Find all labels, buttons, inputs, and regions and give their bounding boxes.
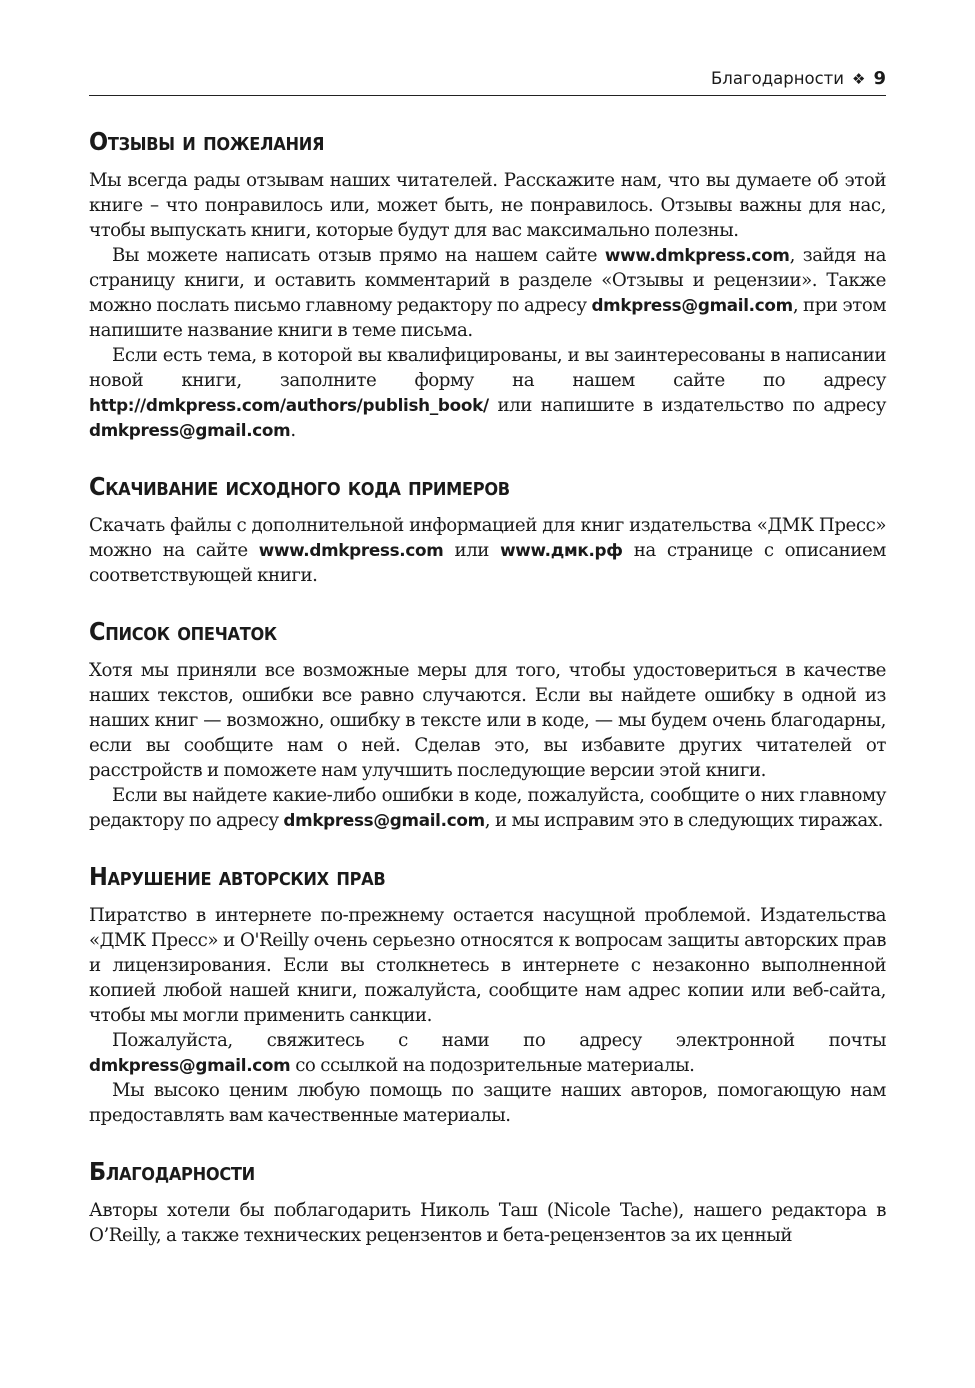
text-run: Мы высоко ценим любую помощь по защите наших авторов, помогающую нам предоставлять вам качественные материалы. — [89, 1080, 886, 1126]
page-number: 9 — [873, 68, 886, 89]
bold-reference: www.дмк.рф — [500, 540, 623, 560]
section-heading: Список опечаток — [89, 617, 277, 646]
section-heading: Отзывы и пожелания — [89, 127, 325, 156]
text-run: Если вы найдете какие-либо ошибки в коде, пожалуйста, сообщите о них главному редактору по адресу — [89, 785, 886, 831]
text-run: , при этом напишите название книги в теме письма. — [89, 295, 887, 341]
section-heading: Скачивание исходного кода примеров — [89, 472, 510, 501]
bold-reference: dmkpress@gmail.com — [89, 420, 291, 440]
section — [89, 124, 886, 443]
text-run: , зайдя на страницу книги, и оставить комментарий в разделе «Отзывы и рецензии». Также можно послать письмо главному редактору по адресу — [89, 245, 886, 316]
paragraph — [89, 343, 886, 443]
paragraph — [89, 168, 886, 243]
paragraph — [89, 243, 886, 343]
section — [89, 859, 886, 1128]
text-run: . — [290, 420, 296, 441]
text-run: Мы всегда рады отзывам наших читателей. Расскажите нам, что вы думаете об этой книге – что понравилось или, может быть, не понравилось. Отзывы важны для нас, чтобы выпускать книги, которые будут для вас максимально полезны. — [89, 170, 886, 241]
text-run: Пиратство в интернете по-прежнему остается насущной проблемой. Издательства «ДМК Пресс» и O'Reilly очень серьезно относятся к вопросам защиты авторских прав и лицензирования. Если вы столкнетесь в интернете с незаконно выполненной копией любой нашей книги, пожалуйста, сообщите нам адрес копии или веб-сайта, чтобы мы могли применить санкции. — [89, 905, 886, 1026]
text-run: Авторы хотели бы поблагодарить Николь Таш (Nicole Tache), нашего редактора в O’Reilly, а также технических рецензентов и бета-рецензентов за их ценный — [89, 1200, 886, 1246]
text-run: , и мы исправим это в следующих тиражах. — [484, 810, 883, 831]
paragraph — [89, 1078, 886, 1128]
text-run: или напишите в издательство по адресу — [488, 395, 886, 416]
bold-reference: dmkpress@gmail.com — [89, 1055, 291, 1075]
text-run: Пожалуйста, свяжитесь с нами по адресу электронной почты — [112, 1030, 886, 1051]
section-heading: Нарушение авторских прав — [89, 862, 386, 891]
bold-reference: dmkpress@gmail.com — [591, 295, 793, 315]
section-heading: Благодарности — [89, 1157, 255, 1186]
text-run: или — [443, 540, 501, 561]
bold-reference: dmkpress@gmail.com — [283, 810, 485, 830]
bold-reference: www.dmkpress.com — [604, 245, 790, 265]
text-run: со ссылкой на подозрительные материалы. — [290, 1055, 695, 1076]
page-content — [89, 124, 886, 1274]
paragraph — [89, 1028, 886, 1078]
text-run: Вы можете написать отзыв прямо на нашем сайте — [112, 245, 605, 266]
text-run: на странице с описанием соответствующей книги. — [89, 540, 886, 586]
paragraph — [89, 513, 886, 588]
paragraph — [89, 783, 886, 833]
text-run: Если есть тема, в которой вы квалифицированы, и вы заинтересованы в написании новой книги, заполните форму на нашем сайте по адресу — [89, 345, 886, 391]
bold-reference: www.dmkpress.com — [258, 540, 444, 560]
text-run: Хотя мы приняли все возможные меры для того, чтобы удостовериться в качестве наших текстов, ошибки все равно случаются. Если вы найдете ошибку в одной из наших книг — возможно, ошибку в тексте или в коде, — мы будем очень благодарны, если вы сообщите нам о ней. Сделав это, вы избавите других читателей от расстройств и поможете нам улучшить последующие версии этой книги. — [89, 660, 886, 781]
section — [89, 614, 886, 833]
running-header-title: Благодарности — [710, 69, 845, 88]
section — [89, 1154, 886, 1248]
paragraph — [89, 903, 886, 1028]
running-header — [89, 66, 886, 96]
paragraph — [89, 1198, 886, 1248]
section — [89, 469, 886, 588]
ornament-icon: ❖ — [852, 69, 866, 88]
text-run: Скачать файлы с дополнительной информацией для книг издательства «ДМК Пресс» можно на сайте — [89, 515, 886, 561]
paragraph — [89, 658, 886, 783]
bold-reference: http://dmkpress.com/authors/publish_book/ — [89, 395, 489, 415]
